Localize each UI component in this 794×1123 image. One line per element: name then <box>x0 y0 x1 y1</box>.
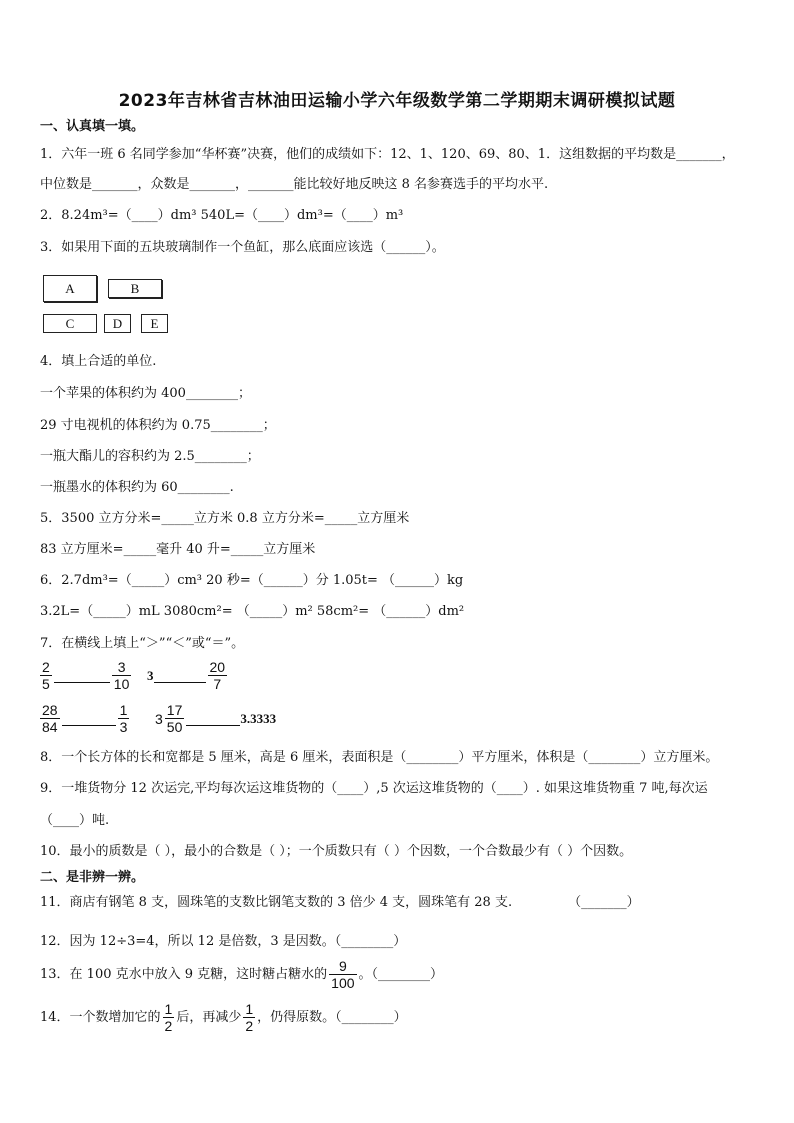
fraction-28-84: $\frac{28}{84}$ <box>42 702 58 735</box>
compare-blank[interactable] <box>54 668 110 683</box>
question-14-answer-blank[interactable]: ，仍得原数。（________） <box>257 1010 407 1025</box>
page-title: 2023年吉林省吉林油田运输小学六年级数学第二学期期末调研模拟试题 <box>118 91 676 111</box>
fraction-17-50: $\frac{17}{50}$ <box>166 702 183 735</box>
question-3: 3．如果用下面的五块玻璃制作一个鱼缸，那么底面应该选（______）。 <box>40 240 445 255</box>
fraction-20-7: $\frac{20}{7}$ <box>209 659 226 692</box>
question-4-heading: 4．填上合适的单位. <box>40 354 157 369</box>
question-4-apple: 一个苹果的体积约为 400________； <box>40 386 251 401</box>
question-5-line-1: 5．3500 立方分米=_____立方米 0.8 立方分米=_____立方厘米 <box>40 511 410 526</box>
fraction-2-5: $\frac{2}{5}$ <box>42 659 50 692</box>
question-14-text-start: 14．一个数增加它的 <box>40 1010 161 1025</box>
question-12: 12．因为 12÷3=4，所以 12 是倍数，3 是因数。（________） <box>40 934 407 949</box>
question-6-line-1: 6．2.7dm³=（_____）cm³ 20 秒=（______）分 1.05t= （______）kg <box>40 573 464 588</box>
question-6-line-2: 3.2L=（_____）mL 3080cm²= （_____）m² 58cm²= （______）dm² <box>40 604 465 619</box>
question-11 <box>40 893 640 913</box>
question-11-answer-blank[interactable]: （_______） <box>568 895 640 910</box>
question-11-text: 11．商店有钢笔 8 支，圆珠笔的支数比钢笔支数的 3 倍少 4 支，圆珠笔有 28 支. <box>40 895 513 910</box>
decimal-3-3333: 3.3333 <box>240 710 277 726</box>
glass-piece-e: E <box>141 314 168 333</box>
question-10: 10．最小的质数是（ ），最小的合数是（ ）；一个质数只有（ ）个因数，一个合数最少有（ ）个因数。 <box>40 844 633 859</box>
fraction-1-3: $\frac{1}{3}$ <box>119 702 128 735</box>
glass-piece-d: D <box>104 314 131 333</box>
glass-piece-b: B <box>108 279 162 298</box>
question-13-text: 13．在 100 克水中放入 9 克糖，这时糖占糖水的 <box>40 967 328 982</box>
fraction-3-10: $\frac{3}{10}$ <box>113 659 130 692</box>
question-9-line-1: 9．一堆货物分 12 次运完,平均每次运这堆货物的（____）,5 次运这堆货物的（____）. 如果这堆货物重 7 吨,每次运 <box>40 781 708 796</box>
compare-blank[interactable] <box>62 711 116 726</box>
question-14-text-middle: 后，再减少 <box>176 1010 242 1025</box>
question-1-line-2: 中位数是_______，众数是_______，_______能比较好地反映这 8 名参赛选手的平均水平. <box>40 177 549 192</box>
whole-number-3: 3 <box>147 667 154 683</box>
question-7-heading: 7．在横线上填上“＞”“＜”或“＝”。 <box>40 636 245 651</box>
question-7-row-1 <box>38 659 133 692</box>
question-9-line-2: （____）吨. <box>40 813 110 828</box>
question-5-line-2: 83 立方厘米=_____毫升 40 升=_____立方厘米 <box>40 542 316 557</box>
question-13 <box>40 958 443 991</box>
mixed-whole-3: 3 <box>155 710 163 727</box>
glass-piece-c: C <box>43 314 97 333</box>
glass-piece-a: A <box>43 275 97 302</box>
section-heading-true-false: 二、是非辨一辨。 <box>40 870 145 885</box>
question-7-row-2 <box>38 702 131 735</box>
compare-blank[interactable] <box>154 668 206 683</box>
compare-blank[interactable] <box>186 711 240 726</box>
fraction-9-100: $\frac{9}{100}$ <box>331 958 355 991</box>
fraction-1-2-second: $\frac{1}{2}$ <box>245 1001 254 1034</box>
question-4-bottle: 一瓶大酯儿的容积约为 2.5________； <box>40 449 260 464</box>
question-14 <box>40 1001 407 1034</box>
question-8: 8．一个长方体的长和宽都是 5 厘米，高是 6 厘米，表面积是（________）平方厘米，体积是（________）立方厘米。 <box>40 750 719 765</box>
section-heading-fill-in: 一、认真填一填。 <box>40 119 145 134</box>
question-4-tv: 29 寸电视机的体积约为 0.75________； <box>40 418 276 433</box>
question-2: 2．8.24m³=（____）dm³ 540L=（____）dm³=（____）m³ <box>40 208 404 223</box>
question-7-row-2-right <box>155 702 276 735</box>
question-7-row-1-right <box>147 659 229 692</box>
question-13-answer-blank[interactable]: 。（________） <box>358 967 444 982</box>
question-4-ink: 一瓶墨水的体积约为 60________. <box>40 480 234 495</box>
fraction-1-2: $\frac{1}{2}$ <box>164 1001 173 1034</box>
question-1-line-1: 1．六年一班 6 名同学参加“华杯赛”决赛，他们的成绩如下：12、1、120、69、80、1．这组数据的平均数是_______， <box>40 147 735 162</box>
